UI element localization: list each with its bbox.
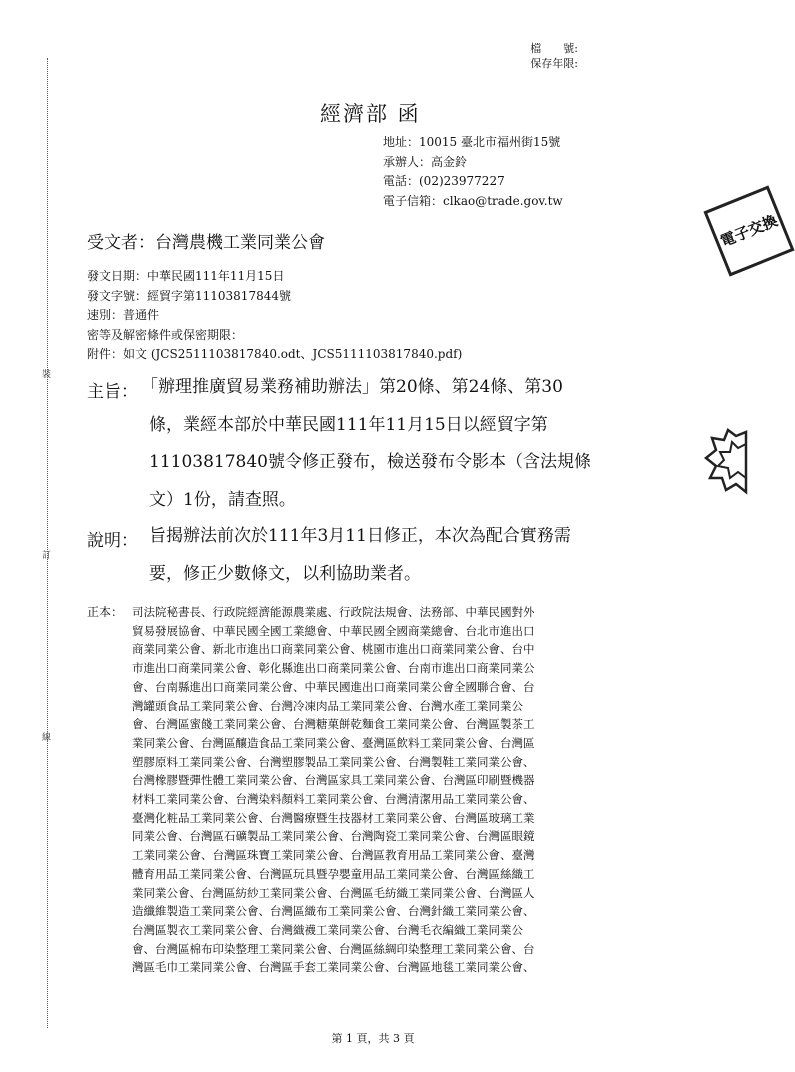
explanation-label: 說明：: [87, 531, 138, 551]
contact-address: 地址：10015 臺北市福州街15號: [383, 135, 561, 149]
cc-line: 司法院秘書長、行政院經濟能源農業處、行政院法規會、法務部、中華民國對外: [132, 605, 535, 619]
cc-line: 體育用品工業同業公會、台灣區玩具暨孕嬰童用品工業同業公會、台灣區絲織工: [132, 866, 535, 881]
binding-mark-zhuang: 裝: [42, 370, 52, 380]
explanation-line: 要，修正少數條文，以利協助業者。: [149, 563, 421, 584]
cc-line: 會、台南縣進出口商業同業公會、中華民國進出口商業同業公會全國聯合會、台: [132, 679, 535, 694]
cc-line: 臺灣化粧品工業同業公會、台灣醫療暨生技器材工業同業公會、台灣區玻璃工業: [132, 810, 535, 825]
binding-mark-xian: 線: [42, 733, 52, 743]
contact-handler: 承辦人：高金鈴: [383, 154, 468, 169]
cc-line: 台灣橡膠暨彈性體工業同業公會、台灣區家具工業同業公會、台灣區印刷暨機器: [132, 773, 535, 788]
binding-mark-ding: 訂: [42, 551, 52, 561]
cc-line: 塑膠原料工業同業公會、台灣塑膠製品工業同業公會、台灣製鞋工業同業公會、: [132, 754, 535, 769]
document-title: 經濟部 函: [320, 102, 421, 126]
subject-line: 條，業經本部於中華民國111年11月15日以經貿字第: [149, 414, 548, 435]
retention-label: 保存年限:: [530, 57, 578, 70]
secrecy-level: 密等及解密條件或保密期限：: [87, 327, 244, 342]
cc-line: 貿易發展協會、中華民國全國工業總會、中華民國全國商業總會、台北市進出口: [132, 623, 535, 638]
page-number: 第 1 頁，共 3 頁: [331, 1032, 415, 1045]
contact-email: 電子信箱：clkao@trade.gov.tw: [383, 193, 563, 208]
delivery-speed: 速別：普通件: [87, 308, 160, 322]
cc-line: 材料工業同業公會、台灣染料顏料工業同業公會、台灣清潔用品工業同業公會、: [132, 792, 535, 807]
cc-line: 同業公會、台灣區石礦製品工業同業公會、台灣陶瓷工業同業公會、台灣區眼鏡: [132, 829, 535, 844]
subject-line: 11103817840號令修正發布，檢送發布令影本（含法規條: [149, 452, 591, 472]
binding-line: [47, 58, 48, 1028]
contact-phone: 電話：(02)23977227: [383, 174, 505, 188]
explanation-text: [141, 518, 571, 593]
explanation-line: 旨揭辦法前次於111年3月11日修正，本次為配合實務需: [149, 526, 571, 546]
cc-line: 市進出口商業同業公會、彰化縣進出口商業同業公會、台南市進出口商業同業公: [132, 661, 535, 676]
document-number: 發文字號：經貿字第11103817844號: [87, 288, 291, 303]
cc-line: 造纖維製造工業同業公會、台灣區織布工業同業公會、台灣針織工業同業公會、: [132, 904, 535, 919]
issue-date: 發文日期：中華民國111年11月15日: [87, 269, 285, 283]
cc-list: [132, 603, 535, 977]
attachment: 附件：如文 (JCS2511103817840.odt、JCS5111103817840.pdf): [87, 347, 463, 361]
cc-line: 業同業公會、台灣區紡紗工業同業公會、台灣區毛紡織工業同業公會、台灣區人: [132, 885, 535, 900]
cc-line: 工業同業公會、台灣區珠寶工業同業公會、台灣區教育用品工業同業公會、臺灣: [132, 848, 535, 863]
meta-block: [87, 267, 462, 365]
cc-line: 灣區毛巾工業同業公會、台灣區手套工業同業公會、台灣區地毯工業同業公會、: [132, 960, 535, 975]
cc-line: 業同業公會、台灣區釀造食品工業同業公會、臺灣區飲料工業同業公會、台灣區: [132, 735, 535, 750]
subject-line: 文）1份，請查照。: [149, 489, 296, 510]
subject-line: 「辦理推廣貿易業務補助辦法」第20條、第24條、第30: [141, 377, 563, 397]
recipient: 受文者：台灣農機工業同業公會: [87, 233, 325, 253]
cc-line: 會、台灣區棉布印染整理工業同業公會、台灣區絲綢印染整理工業同業公會、台: [132, 941, 535, 956]
stamp-text: 電子交換: [717, 211, 781, 251]
cc-line: 商業同業公會、新北市進出口商業同業公會、桃園市進出口商業同業公會、台中: [132, 642, 535, 657]
cc-line: 灣罐頭食品工業同業公會、台灣冷凍肉品工業同業公會、台灣水產工業同業公: [132, 698, 523, 713]
cc-line: 會、台灣區蜜餞工業同業公會、台灣糖菓餅乾麵食工業同業公會、台灣區製茶工: [132, 717, 535, 732]
electronic-exchange-stamp: [703, 185, 794, 276]
contact-block: [383, 133, 563, 211]
file-number-label: 檔 號:: [530, 42, 578, 55]
cc-line: 台灣區製衣工業同業公會、台灣織襪工業同業公會、台灣毛衣編織工業同業公: [132, 922, 523, 937]
subject-text: [141, 369, 591, 519]
seal-icon: [706, 428, 746, 496]
subject-label: 主旨：: [87, 382, 138, 402]
cc-label: 正本：: [87, 605, 124, 619]
